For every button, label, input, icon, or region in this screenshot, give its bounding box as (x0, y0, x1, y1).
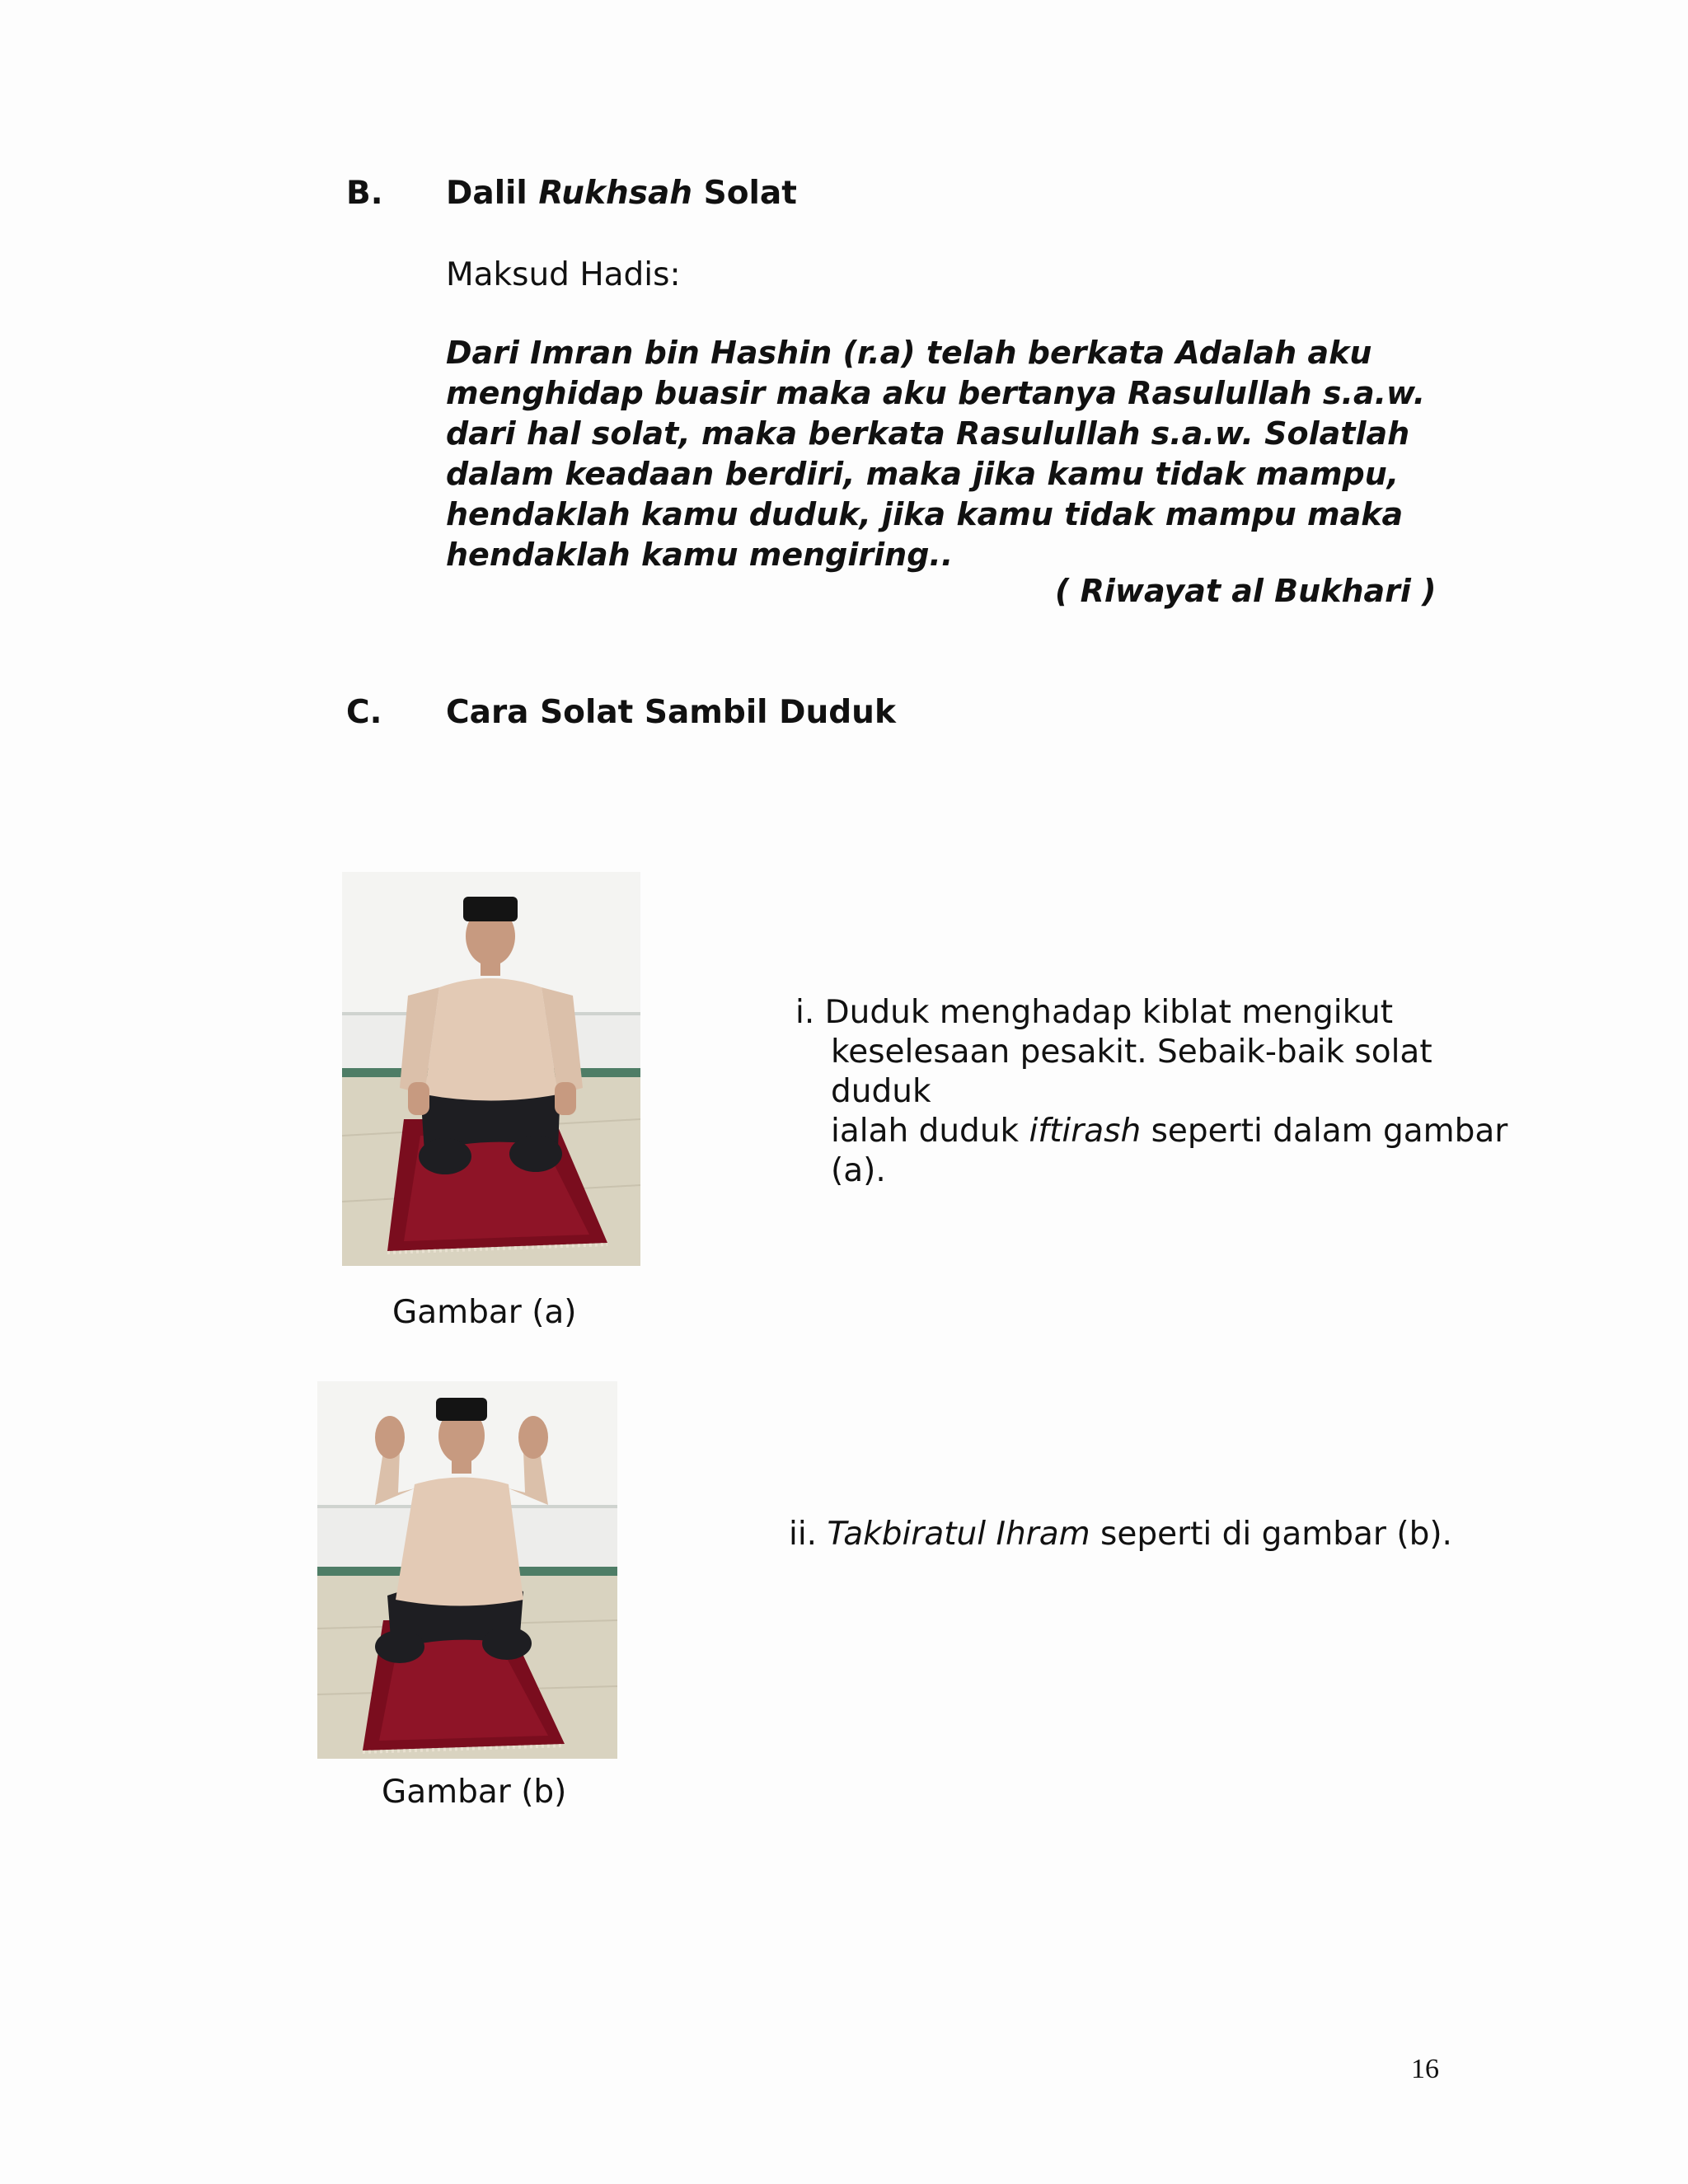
section-b-title (446, 175, 797, 212)
step-ii-number: ii. (789, 1516, 818, 1553)
step-i-line-2: keselesaan pesakit. Sebaik-baik solat duduk (831, 1033, 1432, 1110)
hadith-line: hendaklah kamu duduk, jika kamu tidak mampu maka (446, 496, 1404, 532)
caption-gambar-a: Gambar (a) (392, 1294, 577, 1331)
hadith-line: dari hal solat, maka berkata Rasulullah s.a.w. Solatlah (446, 415, 1410, 452)
step-i-text-3-post: seperti dalam gambar (a). (831, 1113, 1508, 1189)
step-i-line-3 (795, 1112, 1537, 1191)
section-b-letter: B. (346, 175, 383, 212)
step-ii-text-em: Takbiratul Ihram (827, 1516, 1090, 1553)
section-c-title: Cara Solat Sambil Duduk (446, 694, 896, 731)
photo-takbiratul-ihram (317, 1381, 617, 1759)
hadith-subheading: Maksud Hadis: (446, 256, 681, 293)
section-b-title-pre: Dalil (446, 175, 528, 212)
hadith-line: hendaklah kamu mengiring.. (446, 537, 954, 573)
step-i (795, 993, 1537, 1191)
step-i-text-1: Duduk menghadap kiblat mengikut (824, 994, 1394, 1031)
section-c-letter: C. (346, 694, 382, 731)
step-i-line-1 (795, 993, 1537, 1033)
step-i-number: i. (795, 994, 815, 1031)
section-b-title-post: Solat (703, 175, 797, 212)
section-b-title-em: Rukhsah (538, 175, 693, 212)
caption-gambar-b: Gambar (b) (382, 1774, 567, 1811)
hadith-line: dalam keadaan berdiri, maka jika kamu tidak mampu, (446, 456, 1400, 492)
step-i-text-3-em: iftirash (1029, 1113, 1142, 1150)
hadith-source: ( Riwayat al Bukhari ) (1055, 573, 1437, 609)
hadith-quote (446, 333, 1443, 575)
step-ii (789, 1515, 1531, 1554)
page-number: 16 (1411, 2054, 1439, 2084)
step-i-text-3-pre: ialah duduk (831, 1113, 1029, 1150)
hadith-line: menghidap buasir maka aku bertanya Rasulullah s.a.w. (446, 375, 1426, 411)
photo-sitting-iftirash (342, 872, 640, 1266)
hadith-line: Dari Imran bin Hashin (r.a) telah berkata Adalah aku (446, 335, 1372, 371)
step-ii-text-post: seperti di gambar (b). (1090, 1516, 1452, 1553)
